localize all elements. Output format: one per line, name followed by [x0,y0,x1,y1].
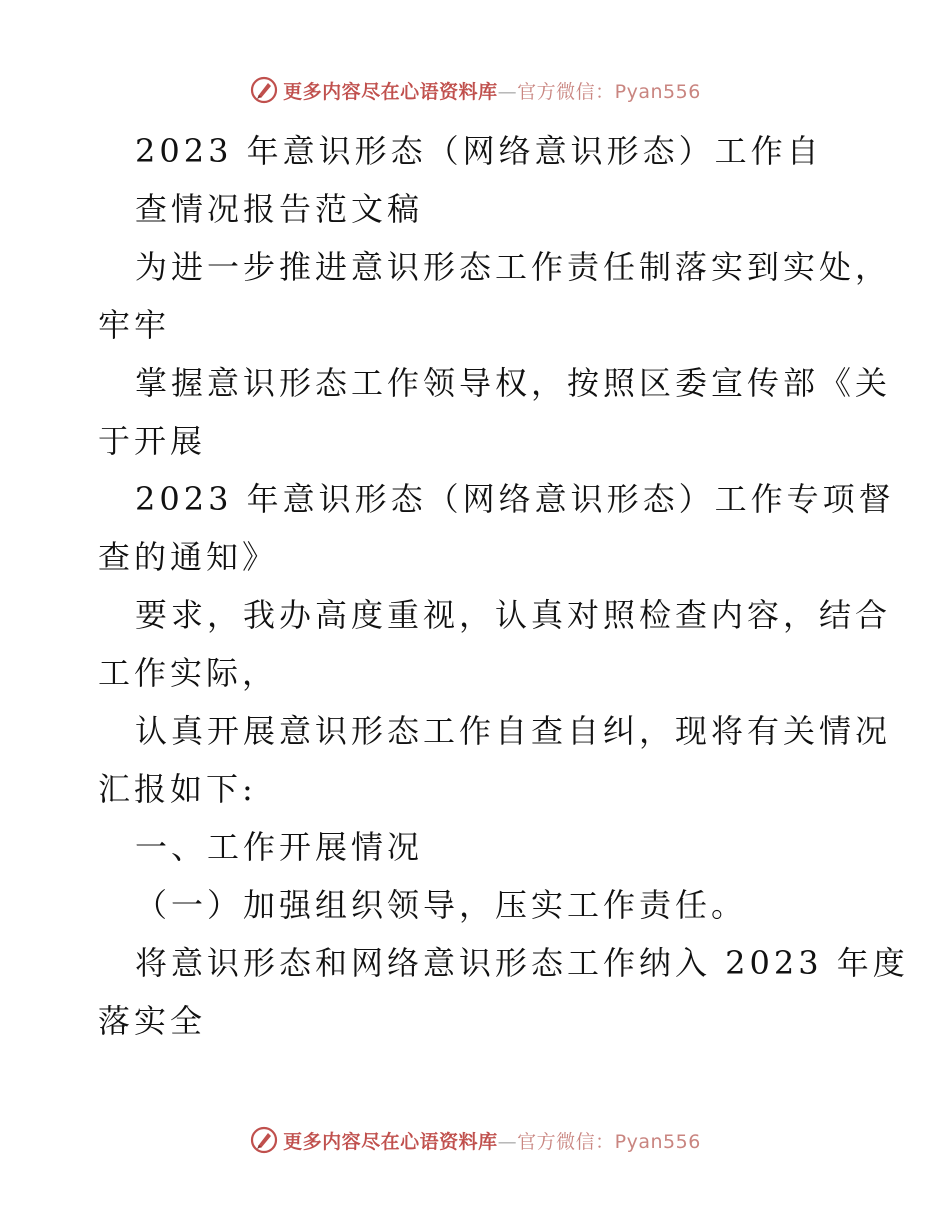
paragraph-line: 掌握意识形态工作领导权，按照区委宣传部《关 [135,364,892,402]
watermark-brand: 更多内容尽在心语资料库 [283,80,498,103]
paragraph-line: 2023 年意识形态（网络意识形态）工作专项督 [135,480,895,518]
document-title-line-2: 查情况报告范文稿 [135,190,424,228]
watermark-brand: 更多内容尽在心语资料库 [283,1130,498,1153]
paragraph-line: 汇报如下: [98,770,257,808]
footer-watermark [0,1120,950,1160]
paragraph-line: 为进一步推进意识形态工作责任制落实到实处， [135,248,892,286]
section-heading: 一、工作开展情况 [135,828,424,866]
subsection-heading: （一）加强组织领导，压实工作责任。 [135,886,748,924]
pen-logo-icon [249,1125,279,1155]
paragraph-line: 认真开展意识形态工作自查自纠，现将有关情况 [135,712,892,750]
watermark-separator: — [497,80,518,103]
paragraph-line: 查的通知》 [98,538,279,576]
header-watermark [0,70,950,110]
watermark-wechat: 官方微信：Pyan556 [517,1130,701,1153]
paragraph-line: 要求，我办高度重视，认真对照检查内容，结合 [135,596,892,634]
pen-logo-icon [249,75,279,105]
document-title-line-1: 2023 年意识形态（网络意识形态）工作自 [135,132,823,170]
document-body [98,122,909,1050]
paragraph-line: 牢牢 [98,306,171,344]
watermark-wechat: 官方微信：Pyan556 [517,80,701,103]
paragraph-line: 于开展 [98,422,207,460]
paragraph-line: 工作实际， [98,654,279,692]
watermark-separator: — [497,1130,518,1153]
paragraph-line: 落实全 [98,1002,207,1040]
paragraph-line: 将意识形态和网络意识形态工作纳入 2023 年度 [135,944,909,982]
